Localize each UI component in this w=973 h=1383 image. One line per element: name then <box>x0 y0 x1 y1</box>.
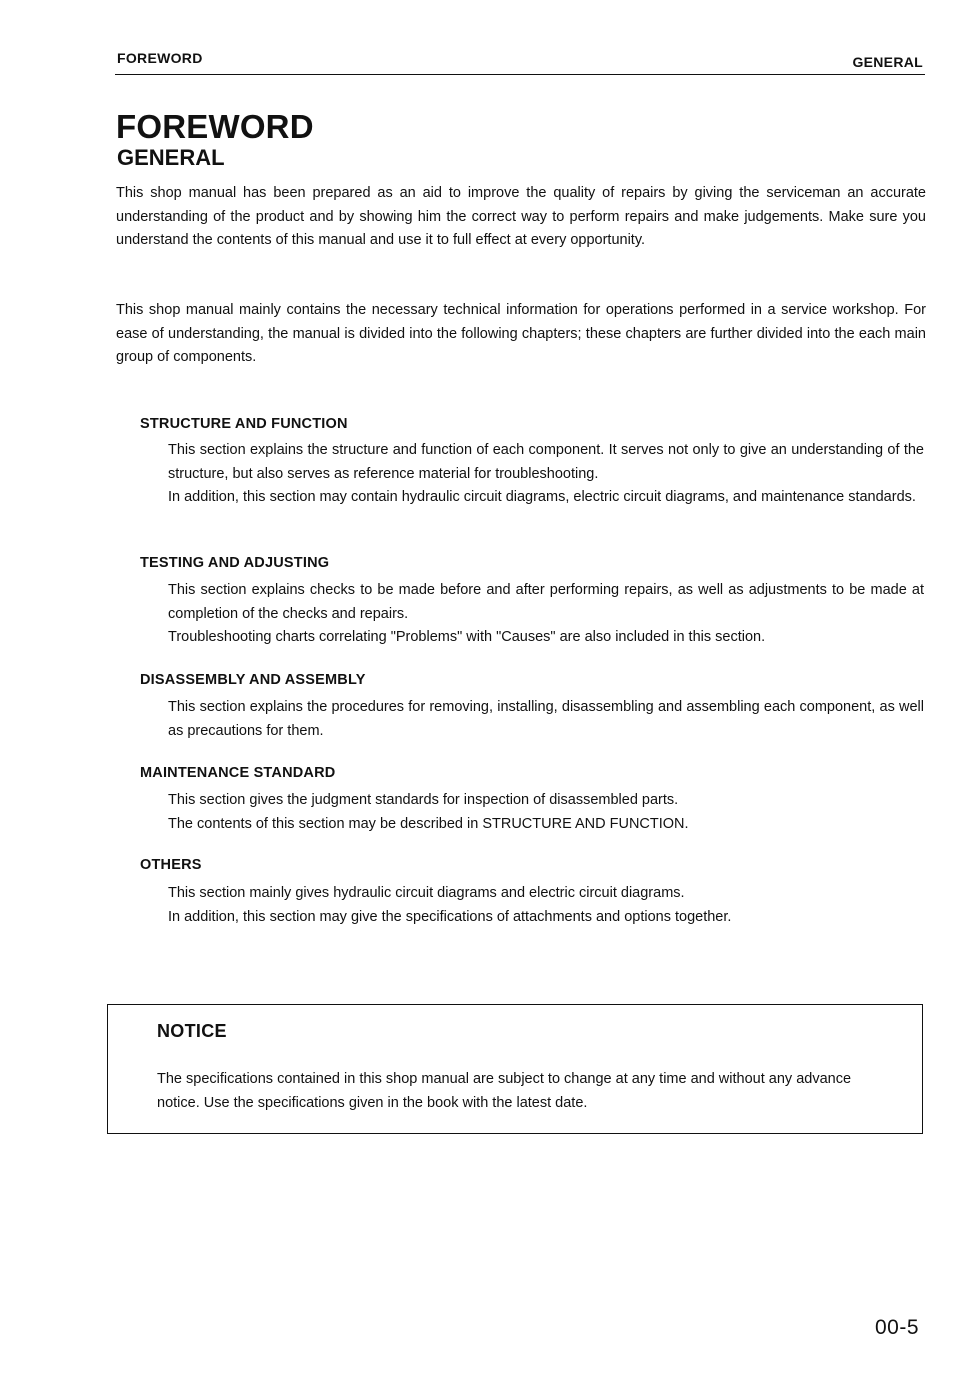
section-text: This section gives the judgment standards for inspection of disassembled parts. <box>168 792 679 808</box>
section-heading: MAINTENANCE STANDARD <box>140 765 336 781</box>
header-chapter-label: FOREWORD <box>117 50 203 66</box>
section-heading: STRUCTURE AND FUNCTION <box>140 416 348 432</box>
section-body <box>168 579 924 650</box>
page-subtitle: GENERAL <box>117 145 225 170</box>
running-header <box>115 48 925 75</box>
section-text: This section explains the procedures for removing, installing, disassembling and assembling each component, as well as precautions for them. <box>168 699 924 739</box>
section-text: This section mainly gives hydraulic circuit diagrams and electric circuit diagrams. <box>168 885 685 901</box>
section-text: In addition, this section may contain hydraulic circuit diagrams, electric circuit diagrams, and maintenance standards. <box>168 489 916 505</box>
page-number: 00-5 <box>874 1316 919 1339</box>
section-text: In addition, this section may give the specifications of attachments and options together. <box>168 908 732 925</box>
section-text: This section explains checks to be made before and after performing repairs, as well as adjustments to be made at completion of the checks and repairs. <box>168 582 924 622</box>
section-heading: DISASSEMBLY AND ASSEMBLY <box>140 672 366 688</box>
notice-text: The specifications contained in this shop manual are subject to change at any time and without any advance notice. Use the specifications given in the book with the latest date. <box>157 1071 852 1111</box>
section-body <box>168 882 924 929</box>
section-body <box>168 439 924 510</box>
header-section-label: GENERAL <box>852 54 923 70</box>
section-text: This section explains the structure and function of each component. It serves not only to give an understanding of the structure, but also serves as reference material for troubleshooting. <box>168 442 924 482</box>
intro-paragraph: This shop manual mainly contains the necessary technical information for operations performed in a service workshop. For ease of understanding, the manual is divided into the following chapters; these chapters are further divided into the each main group of components. <box>116 302 926 365</box>
notice-title: NOTICE <box>157 1021 227 1041</box>
notice-box <box>107 1004 923 1134</box>
section-heading: TESTING AND ADJUSTING <box>140 555 330 571</box>
section-body <box>168 789 924 836</box>
section-body <box>168 696 924 743</box>
section-text: The contents of this section may be described in STRUCTURE AND FUNCTION. <box>168 815 689 832</box>
intro-paragraph: This shop manual has been prepared as an aid to improve the quality of repairs by giving the serviceman an accurate understanding of the product and by showing him the correct way to perform repairs and make judgements. Make sure you understand the contents of this manual and use it to full effect at every opportunity. <box>116 185 926 248</box>
page-title: FOREWORD <box>116 108 314 145</box>
section-heading: OTHERS <box>140 857 202 873</box>
section-text: Troubleshooting charts correlating "Problems" with "Causes" are also included in this section. <box>168 629 766 645</box>
